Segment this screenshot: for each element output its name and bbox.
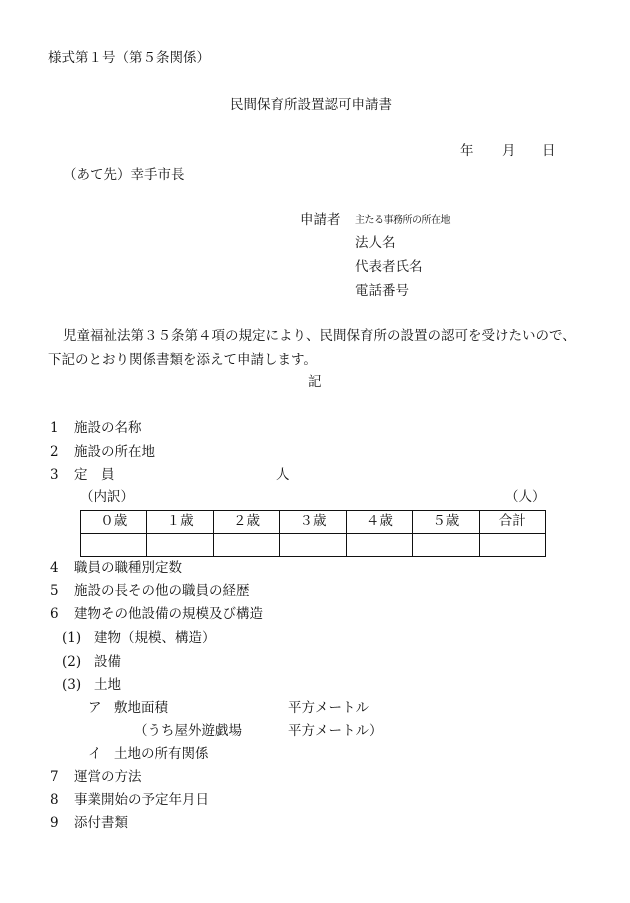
- header-age-2: ２歳: [213, 511, 279, 534]
- representative-label: 代表者氏名: [355, 259, 423, 275]
- header-age-5: ５歳: [413, 511, 479, 534]
- capacity-unit: 人: [276, 467, 290, 483]
- table-cell: [147, 534, 213, 557]
- header-age-4: ４歳: [346, 511, 412, 534]
- site-area-label: 敷地面積: [114, 700, 168, 716]
- ki-heading: 記: [308, 374, 322, 390]
- corporation-name-label: 法人名: [355, 235, 396, 251]
- subitem-number: (3): [62, 677, 82, 693]
- item-number: 1: [50, 420, 59, 436]
- date-day: 日: [542, 143, 556, 159]
- playground-area-unit: 平方メートル）: [288, 723, 383, 739]
- subitem-number: (1): [62, 630, 82, 646]
- form-number: 様式第１号（第５条関係）: [48, 50, 210, 66]
- subitem-building: 建物（規模、構造）: [94, 630, 216, 646]
- subitem-number: (2): [62, 654, 82, 670]
- item-number: 6: [50, 606, 59, 622]
- subitem-equipment: 設備: [94, 654, 121, 670]
- body-text-line1: 児童福祉法第３５条第４項の規定により、民間保育所の設置の認可を受けたいので、: [63, 328, 576, 344]
- date-month: 月: [502, 143, 516, 159]
- office-location-label: 主たる事務所の所在地: [355, 215, 450, 226]
- body-text-line2: 下記のとおり関係書類を添えて申請します。: [48, 352, 317, 368]
- item-start-date: 事業開始の予定年月日: [74, 792, 209, 808]
- item-number: 8: [50, 792, 59, 808]
- table-cell: [213, 534, 279, 557]
- table-cell: [413, 534, 479, 557]
- table-cell: [280, 534, 346, 557]
- breakdown-label: （内訳）: [80, 489, 134, 505]
- applicant-label: 申請者: [300, 212, 341, 228]
- table-cell: [479, 534, 545, 557]
- header-age-3: ３歳: [280, 511, 346, 534]
- item-number: 5: [50, 583, 59, 599]
- land-ownership-label: 土地の所有関係: [114, 746, 209, 762]
- header-age-1: １歳: [147, 511, 213, 534]
- subitem-land: 土地: [94, 677, 121, 693]
- date-year: 年: [460, 143, 474, 159]
- table-cell: [346, 534, 412, 557]
- playground-area-label: （うち屋外遊戯場: [134, 723, 242, 739]
- breakdown-unit: （人）: [505, 489, 546, 505]
- header-age-0: ０歳: [81, 511, 147, 534]
- item-facility-name: 施設の名称: [74, 420, 142, 436]
- addressee: （あて先）幸手市長: [63, 167, 185, 183]
- site-area-unit: 平方メートル: [288, 700, 369, 716]
- item-number: 9: [50, 815, 59, 831]
- item-staff-quota: 職員の職種別定数: [74, 560, 182, 576]
- item-building-scale: 建物その他設備の規模及び構造: [74, 606, 263, 622]
- document-title: 民間保育所設置認可申請書: [230, 97, 392, 113]
- item-number: 7: [50, 769, 59, 785]
- item-operation-method: 運営の方法: [74, 769, 142, 785]
- item-capacity: 定 員: [74, 467, 115, 483]
- item-staff-career: 施設の長その他の職員の経歴: [74, 583, 250, 599]
- item-number: 4: [50, 560, 59, 576]
- item-attachments: 添付書類: [74, 815, 128, 831]
- item-number: 3: [50, 467, 59, 483]
- kana-marker: イ: [88, 746, 102, 762]
- table-cell: [81, 534, 147, 557]
- item-facility-location: 施設の所在地: [74, 444, 155, 460]
- capacity-breakdown-table: [80, 510, 546, 557]
- item-number: 2: [50, 444, 59, 460]
- phone-label: 電話番号: [355, 283, 409, 299]
- table-header-row: [81, 511, 546, 534]
- kana-marker: ア: [88, 700, 102, 716]
- table-row: [81, 534, 546, 557]
- header-total: 合計: [479, 511, 545, 534]
